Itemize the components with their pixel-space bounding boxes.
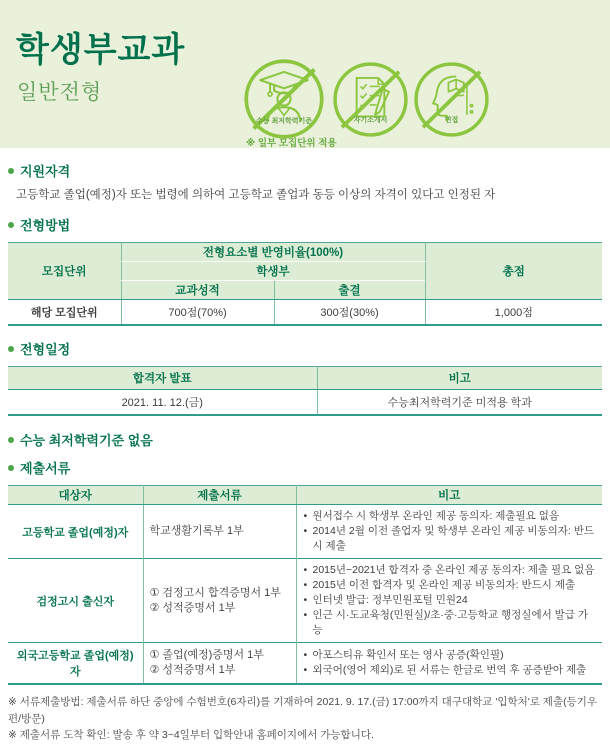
document-pencil-crossed-icon (332, 61, 409, 138)
main-content (0, 148, 610, 744)
section-minimum-title-text: 수능 최저학력기준 없음 (20, 433, 153, 448)
schedule-col-announce: 합격자 발표 (8, 367, 317, 390)
table-row (8, 505, 602, 559)
documents-row3-docs (143, 643, 296, 685)
interview-head-crossed-icon (413, 61, 490, 138)
badge-applicability-note: ※ 일부 모집단위 적용 (246, 138, 337, 149)
self-intro-badge (332, 61, 409, 138)
table-row (8, 643, 602, 685)
doc-line: 학교생활기록부 1부 (149, 525, 244, 537)
section-bullet-icon (8, 222, 14, 228)
footnotes (8, 694, 610, 744)
note-item: • 2015년~2021년 합격자 중 온라인 제공 동의자: 제출 필요 없음 (303, 563, 597, 578)
section-documents-title-text: 제출서류 (20, 461, 71, 476)
csat-minimum-badge (243, 58, 325, 140)
footnote-arrival-check: ※ 제출서류 도착 확인: 발송 후 약 3~4일부터 입학안내 홈페이지에서 가능합니다. (8, 729, 374, 741)
documents-row3-target: 외국고등학교 졸업(예정)자 (16, 650, 134, 678)
documents-row1-target: 고등학교 졸업(예정)자 (22, 526, 129, 539)
footnote-submission-method: ※ 서류제출방법: 제출서류 하단 중앙에 수험번호(6자리)를 기재하여 2021. 9. 17.(금) 17:00까지 대구대학교 '입학처'로 제출(등기우편/방문) (8, 696, 598, 725)
note-item: • 외국어(영어 제외)로 된 서류는 한글로 번역 후 공증받아 제출 (303, 663, 597, 678)
documents-col-note: 비고 (296, 486, 602, 505)
schedule-row-note: 수능최저학력기준 미적용 학과 (317, 390, 602, 416)
documents-col-docs: 제출서류 (143, 486, 296, 505)
documents-row3-notes (296, 643, 602, 685)
self-intro-badge-label: 자기소개서 (353, 116, 388, 124)
documents-row1-docs (143, 505, 296, 559)
table-row (8, 559, 602, 643)
documents-col-target: 대상자 (8, 486, 143, 505)
note-item: • 2015년 이전 합격자 및 온라인 제공 비동의자: 반드시 제출 (303, 578, 597, 593)
section-bullet-icon (8, 437, 14, 443)
page-title: 학생부교과 (16, 31, 186, 69)
note-item: • 2014년 2월 이전 졸업자 및 학생부 온라인 제공 비동의자: 반드시 제출 (303, 524, 597, 554)
section-schedule-title-text: 전형일정 (20, 342, 71, 357)
documents-row2-docs (143, 559, 296, 643)
schedule-col-note: 비고 (317, 367, 602, 390)
note-item: • 아포스티유 확인서 또는 영사 공증(확인필) (303, 648, 597, 663)
documents-row2-target: 검정고시 출신자 (36, 595, 114, 608)
page-header (0, 0, 610, 148)
doc-line: ② 성적증명서 1부 (149, 601, 236, 614)
method-col-ratio: 전형요소별 반영비율(100%) (121, 243, 425, 262)
note-item: • 인근 시·도교육청(민원실)/초·중·고등학교 행정실에서 발급 가능 (303, 608, 597, 638)
admission-method-table (8, 242, 602, 326)
graduate-cap-crossed-icon (243, 58, 325, 140)
section-documents-title (8, 458, 610, 477)
schedule-row-announce: 2021. 11. 12.(금) (121, 397, 203, 409)
csat-minimum-badge-label: 수능 최저학력기준 (255, 118, 313, 126)
doc-line: ① 검정고시 합격증명서 1부 (149, 586, 281, 599)
note-item: • 인터넷 발급: 정부민원포털 민원24 (303, 593, 597, 608)
note-item: • 원서접수 시 학생부 온라인 제공 동의자: 제출필요 없음 (303, 509, 597, 524)
method-col-record: 학생부 (121, 262, 425, 281)
section-bullet-icon (8, 346, 14, 352)
method-col-subject: 교과성적 (121, 281, 274, 300)
section-minimum-title (8, 430, 610, 449)
doc-line: ② 성적증명서 1부 (149, 664, 236, 676)
section-bullet-icon (8, 168, 14, 174)
documents-table (8, 485, 602, 685)
table-row (8, 300, 602, 326)
section-eligibility-title-text: 지원자격 (20, 164, 71, 179)
page-subtitle: 일반전형 (17, 81, 103, 104)
section-method-title (8, 215, 610, 234)
method-col-attendance: 출결 (274, 281, 425, 300)
section-method-title-text: 전형방법 (20, 218, 71, 233)
method-row-subject: 700점(70%) (121, 300, 274, 326)
schedule-table (8, 366, 602, 416)
method-col-total: 총점 (425, 243, 602, 300)
section-schedule-title (8, 339, 610, 358)
method-row-attendance: 300점(30%) (274, 300, 425, 326)
table-row (8, 390, 602, 416)
interview-badge (413, 61, 490, 138)
doc-line: ① 졸업(예정)증명서 1부 (149, 649, 264, 661)
section-eligibility-title (8, 161, 610, 180)
documents-row1-notes (296, 505, 602, 559)
method-col-unit: 모집단위 (8, 243, 121, 300)
method-row-unit: 해당 모집단위 (30, 307, 98, 319)
section-bullet-icon (8, 465, 14, 471)
documents-row2-notes (296, 559, 602, 643)
method-row-total: 1,000점 (425, 300, 602, 326)
interview-badge-label: 면접 (444, 116, 459, 124)
eligibility-body: 고등학교 졸업(예정)자 또는 법령에 의하여 고등학교 졸업과 동등 이상의 자격이 있다고 인정된 자 (16, 189, 496, 201)
